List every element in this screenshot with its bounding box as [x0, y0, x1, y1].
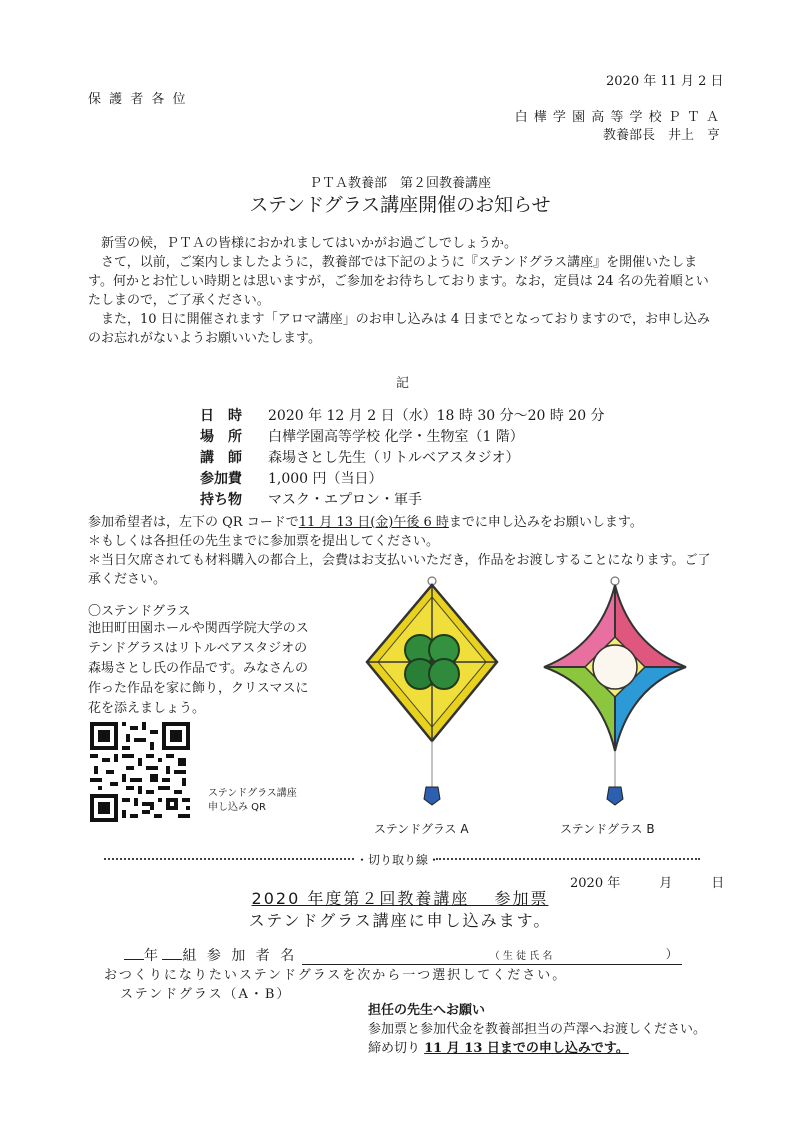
cutline-label: ・切り取り線・ [356, 853, 441, 867]
intro-p1: 新雪の候，ＰＴＡの皆様におかれましてはいかがお過ごしでしょうか。 [101, 236, 518, 251]
deadline-highlight: 11 月 13 日(金)午後 6 時 [298, 515, 449, 530]
detail-row: 参加費 1,000 円（当日） [200, 471, 383, 487]
ki-mark: 記 [396, 376, 410, 391]
choose-instruction: おつくりになりたいステンドグラスを次から一つ選択してください。 [104, 968, 568, 983]
note-fee: ＊当日欠席されても材料購入の都合上，会費はお支払いいただき，作品をお渡しすることになります。ご了承ください。 [88, 553, 711, 587]
note-qr: 参加希望者は，左下の QR コードで11 月 13 日(金)午後 6 時までに申し込みをお願いします。 [88, 515, 643, 530]
cutline-right [436, 858, 700, 860]
detail-row: 日 時 2020 年 12 月 2 日（水）18 時 30 分～20 時 20 分 [200, 408, 605, 424]
product-a-caption: ステンドグラス A [374, 822, 469, 836]
qr-code[interactable] [90, 722, 190, 822]
sender-name: 教養部長 井上 亨 [602, 128, 720, 143]
glass-choice[interactable]: ステンドグラス（A・B） [120, 987, 292, 1002]
class-field[interactable] [162, 959, 182, 960]
note-alt: ＊もしくは各担任の先生までに参加票を提出してください。 [88, 534, 440, 549]
participant-name-field[interactable]: （ 生 徒 氏 名 ） [302, 948, 682, 965]
teacher-heading: 担任の先生へお願い [368, 1003, 486, 1018]
stained-glass-a-image [360, 575, 505, 820]
page-title: ステンドグラス講座開催のお知らせ [249, 194, 551, 216]
about-body: 池田町田園ホールや関西学院大学のステンドグラスはリトルベアスタジオの森場さとし氏の作品です。みなさんの作った作品を家に飾り，クリスマスに花を添えましょう。 [88, 621, 309, 716]
cutline-left [104, 858, 354, 860]
teacher-body: 参加票と参加代金を教養部担当の芦澤へお渡しください。 [368, 1022, 707, 1037]
intro-p3: また，10 日に開催されます「アロマ講座」のお申し込みは 4 日までとなっておりますので，お申し込みのお忘れがないようお願いいたします。 [88, 312, 710, 346]
form-deadline: 締め切り 11 月 13 日までの申し込みです。 [368, 1041, 629, 1056]
participant-row: 年 組 参 加 者 名 （ 生 徒 氏 名 ） [124, 945, 682, 965]
intro [88, 234, 718, 348]
form-title: 2020 年度第２回教養講座 参加票 [251, 889, 549, 908]
intro-p2: さて，以前，ご案内しましたように，教養部では下記のように『ステンドグラス講座』を開催いたします。何かとお忙しい時期とは思いますが，ご参加をお待ちしております。なお，定員は 24 名の先着順といたしまので，ご了承ください。 [88, 255, 709, 308]
glass-b-center [593, 645, 637, 689]
product-b-caption: ステンドグラス B [560, 822, 655, 836]
grade-field[interactable] [124, 959, 144, 960]
recipient: 保 護 者 各 位 [88, 92, 188, 107]
qr-caption: ステンドグラス講座 申し込み QR [208, 788, 297, 813]
detail-row: 場 所 白樺学園高等学校 化学・生物室（1 階） [200, 429, 524, 445]
form-date: 2020 年 月 日 [570, 876, 725, 891]
detail-row: 持ち物 マスク・エプロン・軍手 [200, 492, 422, 508]
details [200, 405, 605, 510]
form-subtitle: ステンドグラス講座に申し込みます。 [248, 911, 552, 930]
about-heading: 〇ステンドグラス [88, 604, 191, 619]
aroma-course: アロマ講座 [277, 312, 343, 327]
subtitle: ＰＴＡ教養部 第２回教養講座 [308, 176, 491, 191]
stained-glass-b-image [540, 575, 690, 820]
sender-org: 白 樺 学 園 高 等 学 校 Ｐ Ｔ Ａ [514, 110, 720, 125]
detail-row: 講 師 森場さとし先生（リトルベアスタジオ） [200, 450, 520, 466]
letter-date: 2020 年 11 月 2 日 [606, 74, 724, 89]
